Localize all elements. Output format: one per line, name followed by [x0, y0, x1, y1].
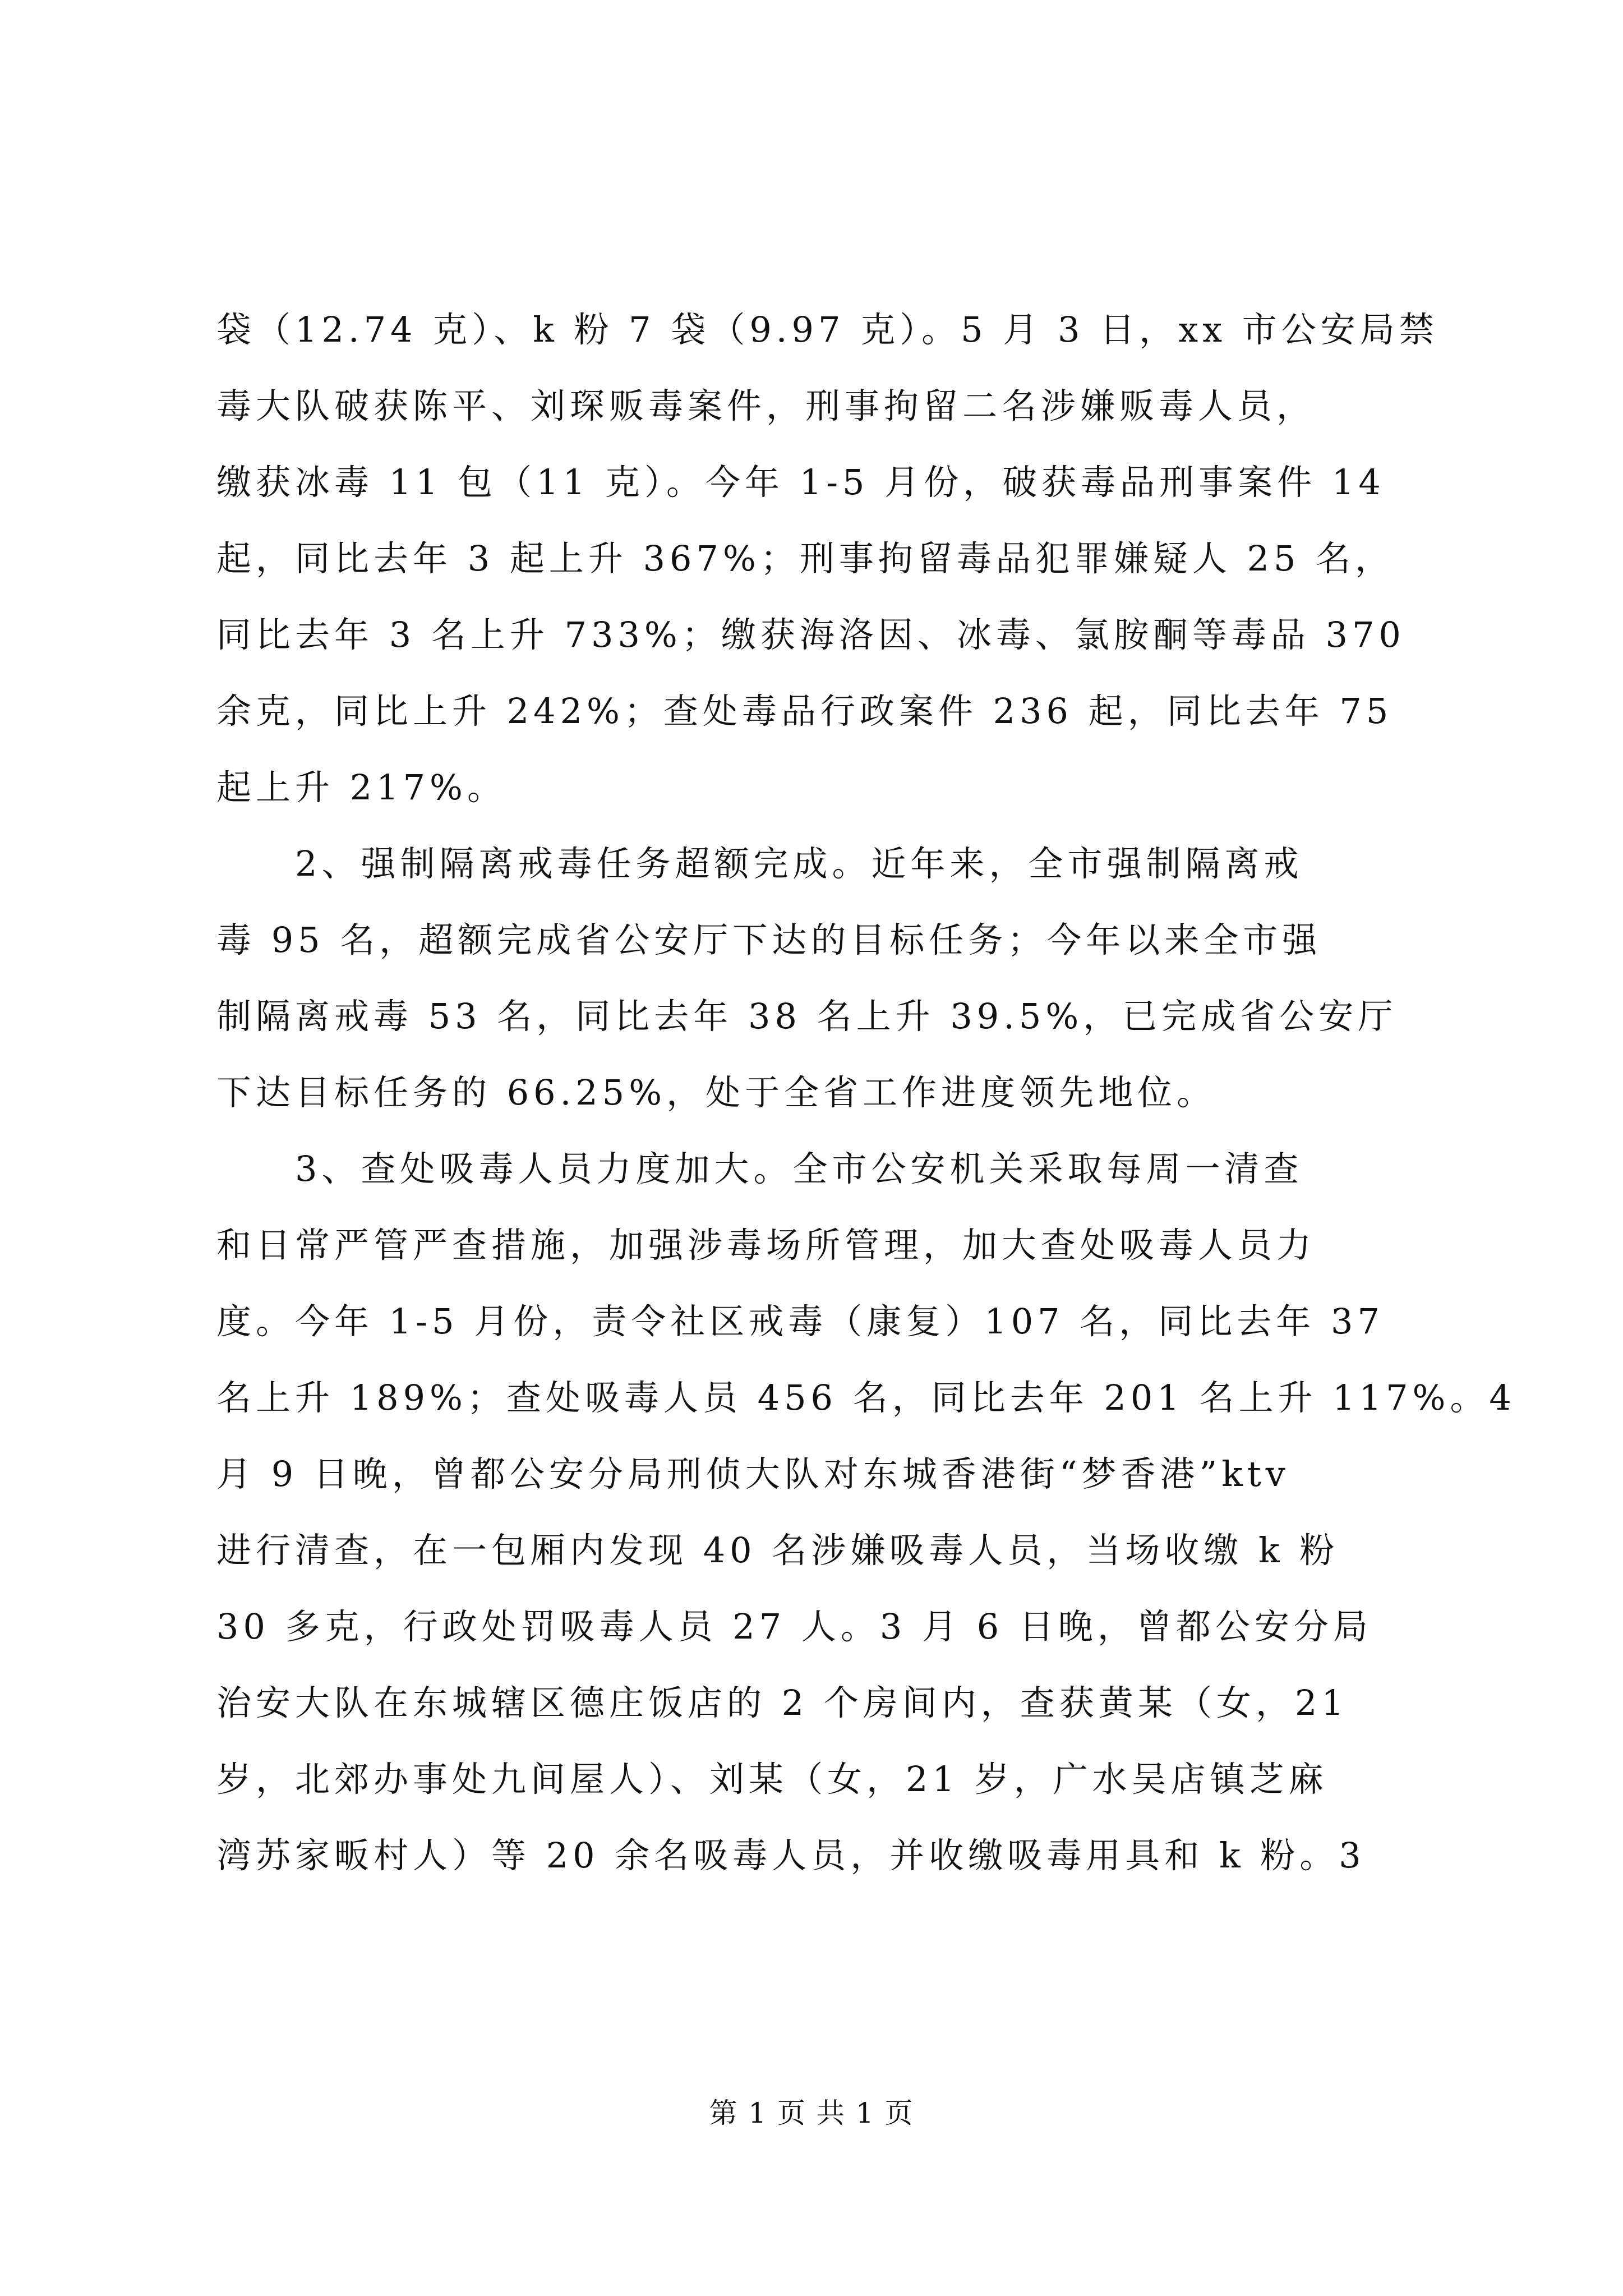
text-line: 和日常严管严查措施，加强涉毒场所管理，加大查处吸毒人员力	[216, 1225, 1316, 1266]
text-line: 下达目标任务的 66.25%，处于全省工作进度领先地位。	[216, 1072, 1216, 1113]
text-line: 名上升 189%；查处吸毒人员 456 名，同比去年 201 名上升 117%。4	[216, 1377, 1516, 1418]
text-line: 缴获冰毒 11 包（11 克）。今年 1-5 月份，破获毒品刑事案件 14	[216, 462, 1385, 503]
page-footer: 第 1 页 共 1 页	[709, 2097, 914, 2129]
text-line: 毒 95 名，超额完成省公安厅下达的目标任务；今年以来全市强	[216, 919, 1322, 960]
text-line: 起，同比去年 3 起上升 367%；刑事拘留毒品犯罪嫌疑人 25 名，	[216, 538, 1395, 579]
text-line: 余克，同比上升 242%；查处毒品行政案件 236 起，同比去年 75	[216, 691, 1393, 731]
text-line: 岁，北郊办事处九间屋人）、刘某（女，21 岁，广水吴店镇芝麻	[216, 1759, 1328, 1800]
text-line: 2、强制隔离戒毒任务超额完成。近年来，全市强制隔离戒	[216, 843, 1303, 884]
text-line: 袋（12.74 克）、k 粉 7 袋（9.97 克）。5 月 3 日，xx 市公安局禁	[216, 309, 1438, 350]
text-line: 月 9 日晚，曾都公安分局刑侦大队对东城香港街“梦香港”ktv	[216, 1453, 1290, 1494]
text-line: 3、查处吸毒人员力度加大。全市公安机关采取每周一清查	[216, 1148, 1303, 1189]
text-line: 同比去年 3 名上升 733%；缴获海洛因、冰毒、氯胺酮等毒品 370	[216, 614, 1405, 655]
text-line: 治安大队在东城辖区德庄饭店的 2 个房间内，查获黄某（女，21	[216, 1682, 1348, 1723]
text-line: 制隔离戒毒 53 名，同比去年 38 名上升 39.5%，已完成省公安厅	[216, 996, 1398, 1037]
text-line: 度。今年 1-5 月份，责令社区戒毒（康复）107 名，同比去年 37	[216, 1301, 1384, 1342]
text-line: 进行清查，在一包厢内发现 40 名涉嫌吸毒人员，当场收缴 k 粉	[216, 1530, 1339, 1571]
text-line: 湾苏家畈村人）等 20 余名吸毒人员，并收缴吸毒用具和 k 粉。3	[216, 1835, 1366, 1876]
text-line: 毒大队破获陈平、刘琛贩毒案件，刑事拘留二名涉嫌贩毒人员，	[216, 385, 1316, 426]
text-line: 30 多克，行政处罚吸毒人员 27 人。3 月 6 日晚，曾都公安分局	[216, 1606, 1372, 1647]
text-line: 起上升 217%。	[216, 767, 506, 808]
